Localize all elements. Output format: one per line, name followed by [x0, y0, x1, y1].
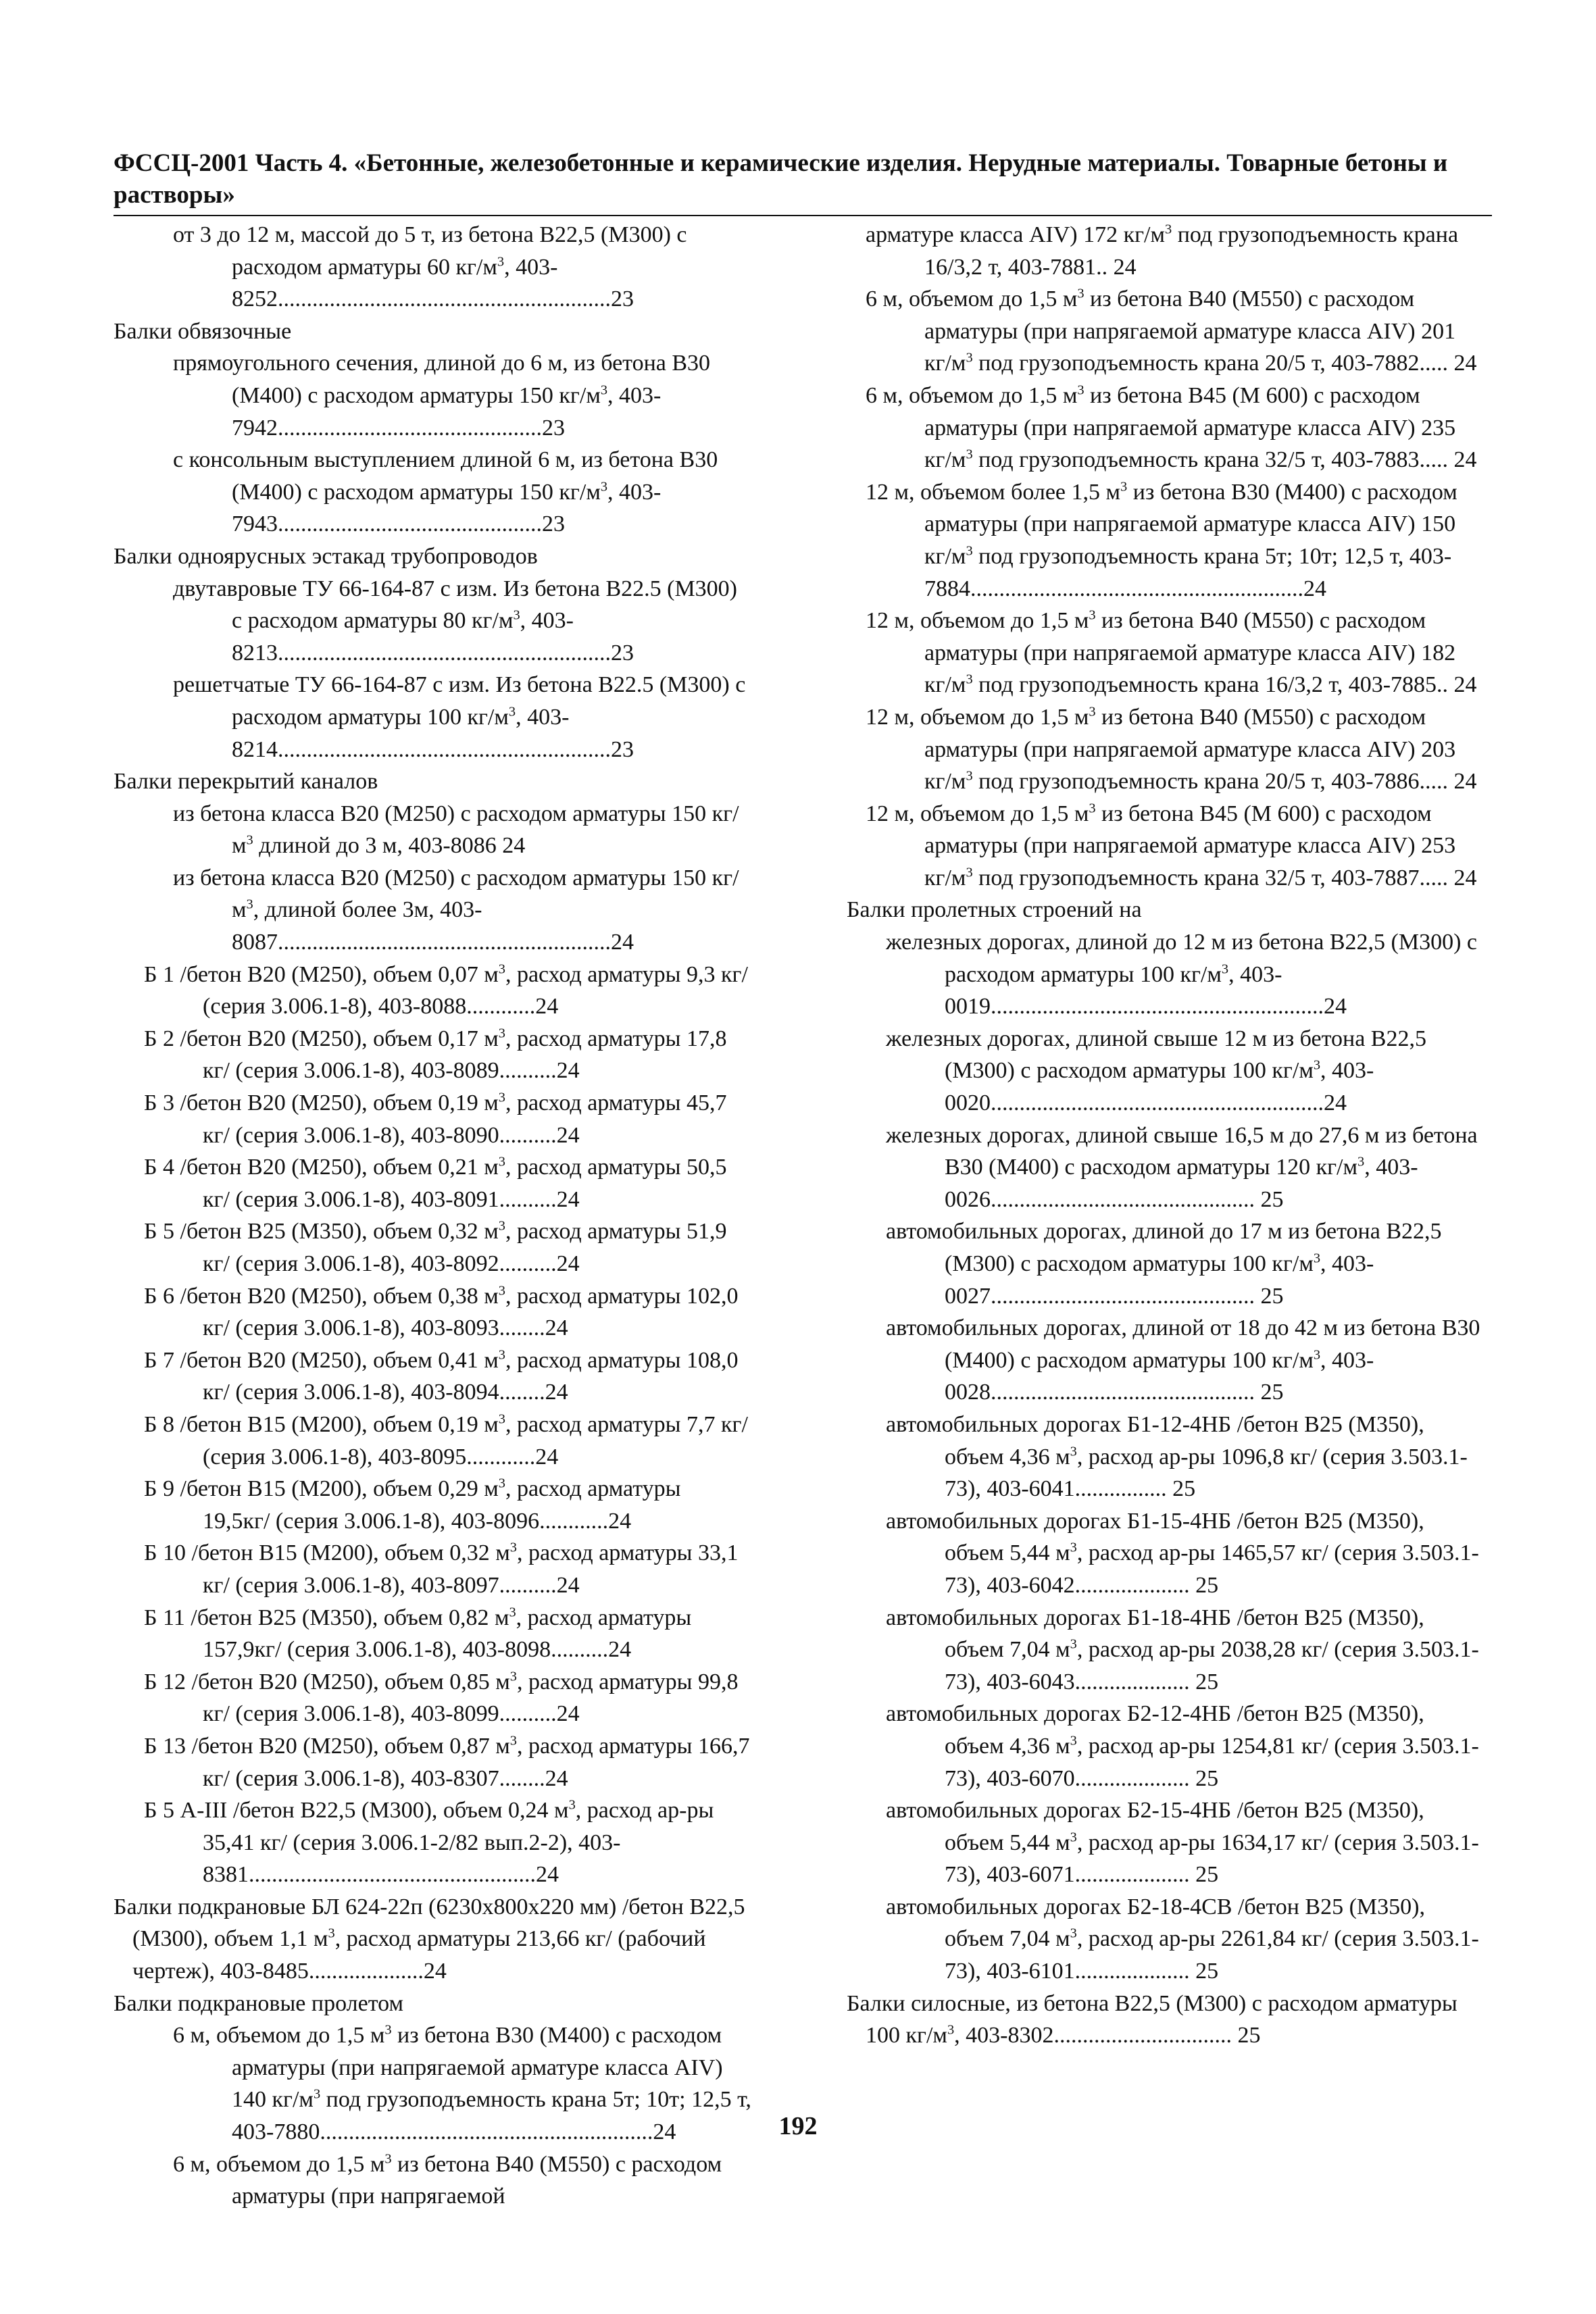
- index-heading: Балки подкрановые БЛ 624-22п (6230х800х220 мм) /бетон В22,5 (М300), объем 1,1 $м^3$, расход арматуры 213,66 кг/ (рабочий чертеж), 403-8485....................24: [114, 1894, 745, 1984]
- index-entry: 6 м, объемом до 1,5 $м^3$ из бетона В30 (М400) с расходом арматуры (при напрягаемой арматуре класса АIV) 140 $кг/м^3$ под грузоподъемность крана 5т; 10т; 12,5 т, 403-7880..........................................................24: [173, 2022, 751, 2145]
- index-entry: Б 5 А-III /бетон В22,5 (М300), объем 0,24 $м^3$, расход ар-ры 35,41 кг/ (серия 3.006.1-2/82 вып.2-2), 403-8381..................................................24: [144, 1797, 714, 1888]
- index-heading: Балки обвязочные: [114, 318, 292, 344]
- index-entry: Б 10 /бетон В15 (М200), объем 0,32 $м^3$, расход арматуры 33,1 кг/ (серия 3.006.1-8), 403-8097..........24: [144, 1540, 739, 1598]
- index-entry: Б 1 /бетон В20 (М250), объем 0,07 $м^3$, расход арматуры 9,3 кг/ (серия 3.006.1-8), 403-8088............24: [144, 961, 748, 1020]
- index-entry: от 3 до 12 м, массой до 5 т, из бетона В22,5 (М300) с расходом арматуры 60 $кг/м^3$, 403-8252..........................................................23: [173, 222, 687, 312]
- index-entry: Б 8 /бетон В15 (М200), объем 0,19 $м^3$, расход арматуры 7,7 кг/ (серия 3.006.1-8), 403-8095............24: [144, 1411, 748, 1469]
- index-entry: 6 м, объемом до 1,5 $м^3$ из бетона В45 (М 600) с расходом арматуры (при напрягаемой арматуре класса АIV) 235 $кг/м^3$ под грузоподъемность крана 32/5 т, 403-7883..... 24: [866, 382, 1477, 473]
- index-entry: железных дорогах, длиной свыше 16,5 м до 27,6 м из бетона В30 (М400) с расходом арматуры 120 $кг/м^3$, 403-0026.............................................. 25: [886, 1122, 1478, 1212]
- index-entry: прямоугольного сечения, длиной до 6 м, из бетона В30 (М400) с расходом арматуры 150 $кг/м^3$, 403-7942..............................................23: [173, 351, 711, 441]
- index-entry: автомобильных дорогах, длиной от 18 до 42 м из бетона В30 (М400) с расходом арматуры 100 $кг/м^3$, 403-0028.............................................. 25: [886, 1315, 1480, 1405]
- index-entry: автомобильных дорогах Б1-18-4НБ /бетон В25 (М350), объем 7,04 $м^3$, расход ар-ры 2038,28 кг/ (серия 3.503.1-73), 403-6043.................... 25: [886, 1605, 1479, 1694]
- index-entry: автомобильных дорогах Б1-15-4НБ /бетон В25 (М350), объем 5,44 $м^3$, расход ар-ры 1465,57 кг/ (серия 3.503.1-73), 403-6042.................... 25: [886, 1508, 1479, 1598]
- index-entry: автомобильных дорогах Б2-12-4НБ /бетон В25 (М350), объем 4,36 $м^3$, расход ар-ры 1254,81 кг/ (серия 3.503.1-73), 403-6070.................... 25: [886, 1701, 1479, 1791]
- index-entry: автомобильных дорогах Б2-18-4СВ /бетон В25 (М350), объем 7,04 $м^3$, расход ар-ры 2261,84 кг/ (серия 3.503.1-73), 403-6101.................... 25: [886, 1894, 1479, 1984]
- index-entry: решетчатые ТУ 66-164-87 с изм. Из бетона В22.5 (М300) с расходом арматуры 100 $кг/м^3$, 403-8214..........................................................23: [173, 672, 746, 762]
- index-entry: двутавровые ТУ 66-164-87 с изм. Из бетона В22.5 (М300) с расходом арматуры 80 $кг/м^3$, 403-8213..........................................................23: [173, 576, 738, 665]
- index-entry: из бетона класса В20 (М250) с расходом арматуры 150 $кг/м^3$, длиной более 3м, 403-8087..........................................................24: [173, 865, 739, 955]
- index-entry: Б 6 /бетон В20 (М250), объем 0,38 $м^3$, расход арматуры 102,0 кг/ (серия 3.006.1-8), 403-8093........24: [144, 1283, 739, 1341]
- left-column: [114, 219, 752, 2213]
- index-entry: железных дорогах, длиной свыше 12 м из бетона В22,5 (М300) с расходом арматуры 100 $кг/м^3$, 403-0020..........................................................24: [886, 1026, 1426, 1116]
- index-entry: Б 11 /бетон В25 (М350), объем 0,82 $м^3$, расход арматуры 157,9кг/ (серия 3.006.1-8), 403-8098..........24: [144, 1605, 692, 1663]
- index-entry: 6 м, объемом до 1,5 $м^3$ из бетона В40 (М550) с расходом арматуры (при напрягаемой: [173, 2151, 722, 2209]
- header-divider: [114, 215, 1492, 216]
- index-entry: 6 м, объемом до 1,5 $м^3$ из бетона В40 (М550) с расходом арматуры (при напрягаемой арматуре класса АIV) 201 $кг/м^3$ под грузоподъемность крана 20/5 т, 403-7882..... 24: [866, 286, 1477, 376]
- index-entry: 12 м, объемом до 1,5 $м^3$ из бетона В40 (М550) с расходом арматуры (при напрягаемой арматуре класса АIV) 203 $кг/м^3$ под грузоподъемность крана 20/5 т, 403-7886..... 24: [866, 704, 1477, 795]
- index-heading: Балки перекрытий каналов: [114, 769, 378, 795]
- index-entry: арматуре класса АIV) 172 $кг/м^3$ под грузоподъемность крана 16/3,2 т, 403-7881.. 24: [866, 222, 1459, 280]
- index-entry: Б 9 /бетон В15 (М200), объем 0,29 $м^3$, расход арматуры 19,5кг/ (серия 3.006.1-8), 403-8096............24: [144, 1476, 681, 1534]
- index-entry: Б 7 /бетон В20 (М250), объем 0,41 $м^3$, расход арматуры 108,0 кг/ (серия 3.006.1-8), 403-8094........24: [144, 1347, 739, 1405]
- index-entry: Б 5 /бетон В25 (М350), объем 0,32 $м^3$, расход арматуры 51,9 кг/ (серия 3.006.1-8), 403-8092..........24: [144, 1219, 727, 1276]
- index-entry: 12 м, объемом до 1,5 $м^3$ из бетона В40 (М550) с расходом арматуры (при напрягаемой арматуре класса АIV) 182 $кг/м^3$ под грузоподъемность крана 16/3,2 т, 403-7885.. 24: [866, 607, 1477, 698]
- index-entry: 12 м, объемом более 1,5 $м^3$ из бетона В30 (М400) с расходом арматуры (при напрягаемой арматуре класса АIV) 150 $кг/м^3$ под грузоподъемность крана 5т; 10т; 12,5 т, 403-7884..........................................................24: [866, 479, 1457, 601]
- index-entry: Б 4 /бетон В20 (М250), объем 0,21 $м^3$, расход арматуры 50,5 кг/ (серия 3.006.1-8), 403-8091..........24: [144, 1154, 727, 1212]
- index-entry: Б 13 /бетон В20 (М250), объем 0,87 $м^3$, расход арматуры 166,7 кг/ (серия 3.006.1-8), 403-8307........24: [144, 1733, 750, 1791]
- index-heading: Балки пролетных строений на: [847, 897, 1142, 923]
- index-entry: Б 2 /бетон В20 (М250), объем 0,17 $м^3$, расход арматуры 17,8 кг/ (серия 3.006.1-8), 403-8089..........24: [144, 1026, 727, 1084]
- document-header: ФССЦ-2001 Часть 4. «Бетонные, железобетонные и керамические изделия. Нерудные материалы. Товарные бетоны и растворы»: [114, 149, 1448, 209]
- right-column: [847, 219, 1485, 2052]
- index-heading: Балки одноярусных эстакад трубопроводов: [114, 543, 538, 569]
- index-entry: железных дорогах, длиной до 12 м из бетона В22,5 (М300) с расходом арматуры 100 $кг/м^3$, 403-0019..........................................................24: [886, 930, 1477, 1020]
- index-entry: Б 3 /бетон В20 (М250), объем 0,19 $м^3$, расход арматуры 45,7 кг/ (серия 3.006.1-8), 403-8090..........24: [144, 1090, 727, 1148]
- index-entry: автомобильных дорогах Б1-12-4НБ /бетон В25 (М350), объем 4,36 $м^3$, расход ар-ры 1096,8 кг/ (серия 3.503.1-73), 403-6041................ 25: [886, 1411, 1468, 1502]
- index-heading: Балки подкрановые пролетом: [114, 1990, 403, 2016]
- index-heading: Балки силосные, из бетона В22,5 (М300) с расходом арматуры 100 $кг/м^3$, 403-8302............................... 25: [847, 1990, 1457, 2048]
- index-entry: 12 м, объемом до 1,5 $м^3$ из бетона В45 (М 600) с расходом арматуры (при напрягаемой арматуре класса АIV) 253 $кг/м^3$ под грузоподъемность крана 32/5 т, 403-7887..... 24: [866, 801, 1477, 890]
- index-entry: из бетона класса В20 (М250) с расходом арматуры 150 $кг/м^3$ длиной до 3 м, 403-8086 24: [173, 801, 739, 859]
- index-entry: автомобильных дорогах, длиной до 17 м из бетона В22,5 (М300) с расходом арматуры 100 $кг/м^3$, 403-0027.............................................. 25: [886, 1219, 1442, 1309]
- index-entry: с консольным выступлением длиной 6 м, из бетона В30 (М400) с расходом арматуры 150 $кг/м^3$, 403-7943..............................................23: [173, 447, 718, 537]
- page-number: 192: [778, 2112, 818, 2140]
- index-entry: автомобильных дорогах Б2-15-4НБ /бетон В25 (М350), объем 5,44 $м^3$, расход ар-ры 1634,17 кг/ (серия 3.503.1-73), 403-6071.................... 25: [886, 1798, 1479, 1888]
- index-entry: Б 12 /бетон В20 (М250), объем 0,85 $м^3$, расход арматуры 99,8 кг/ (серия 3.006.1-8), 403-8099..........24: [144, 1669, 739, 1727]
